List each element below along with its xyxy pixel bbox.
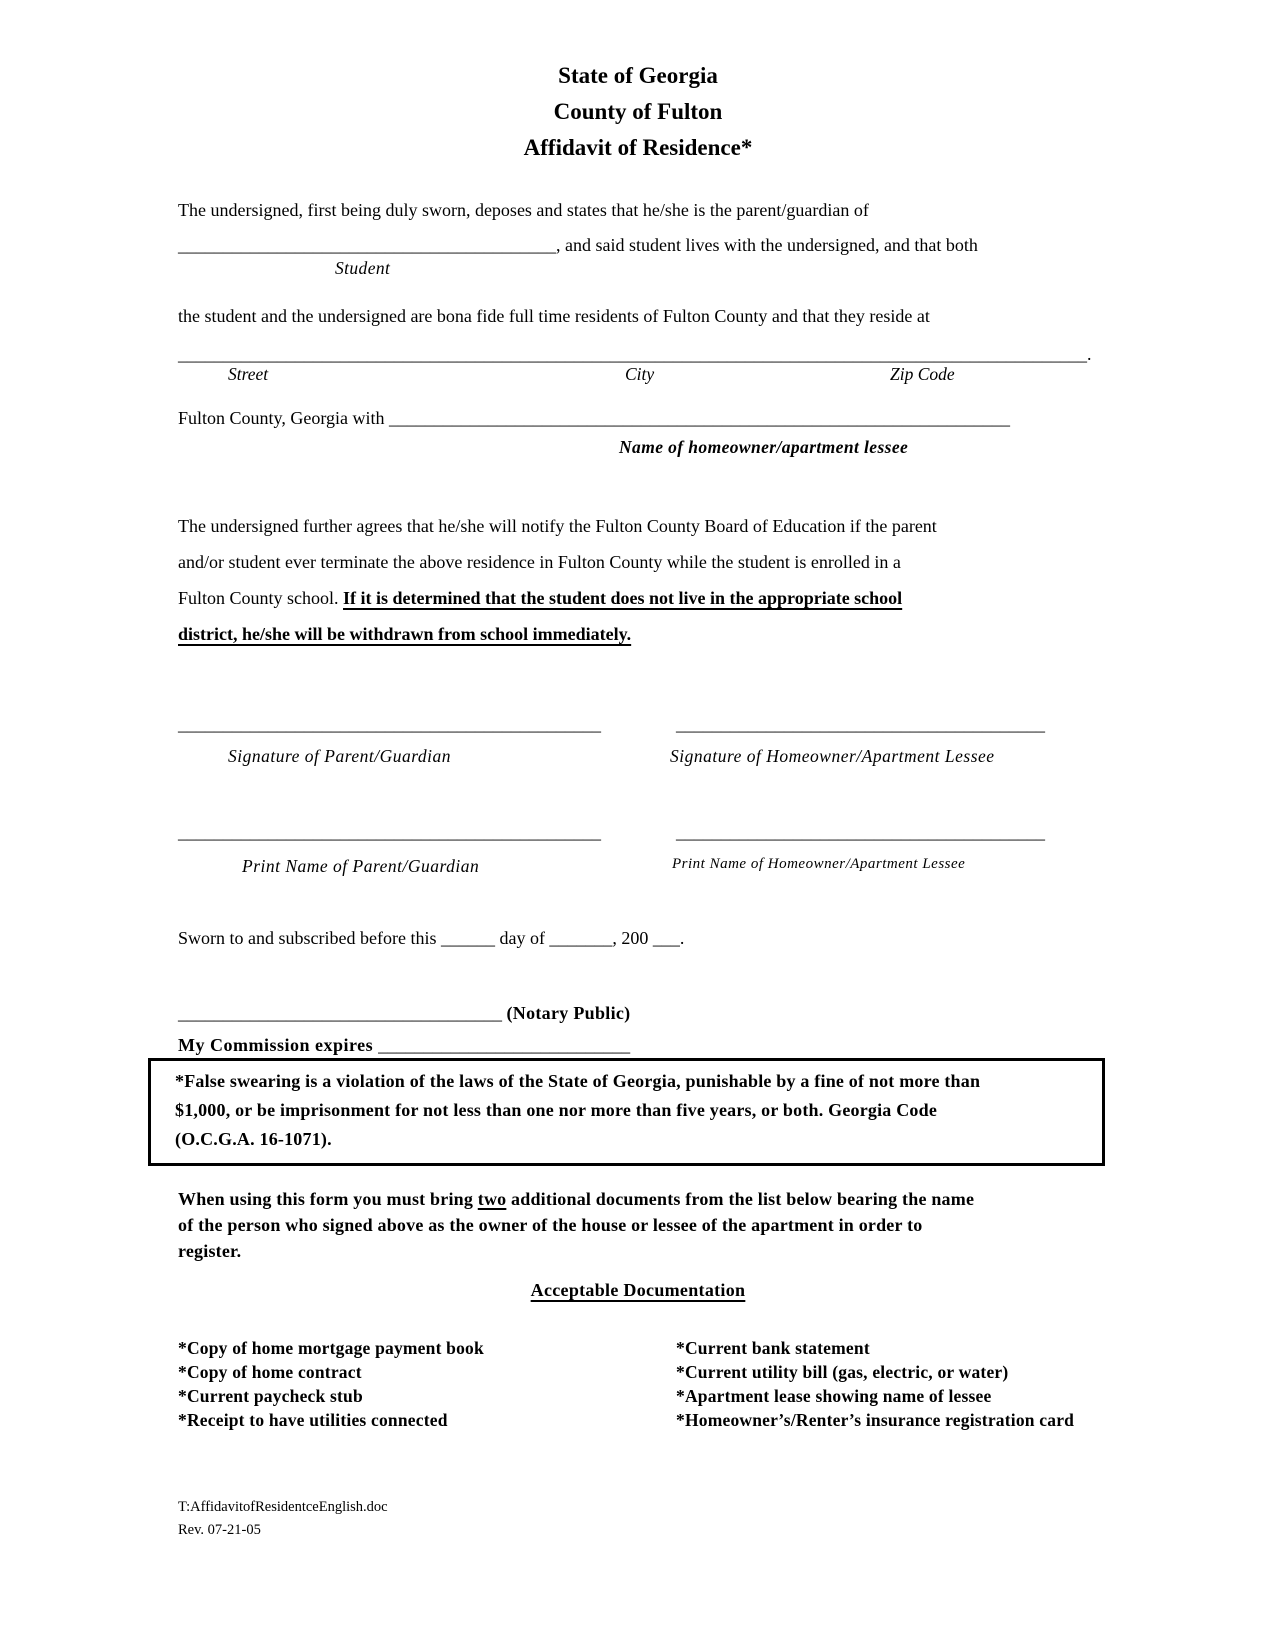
footer-filename: T:AffidavitofResidentceEnglish.doc (178, 1499, 388, 1515)
intro-paragraph-1: The undersigned, first being duly sworn, deposes and states that he/she is the parent/guardian of (178, 200, 869, 220)
print-name-blank-row (178, 822, 1098, 852)
two-underlined-word: two (477, 1189, 507, 1209)
agreement-line-3 (178, 580, 1098, 616)
agreement-warning-bold-underlined-2: district, he/she will be withdrawn from school immediately. (178, 624, 632, 644)
instructions-line-3: register. (178, 1241, 242, 1261)
fulton-county-with-line (178, 406, 1098, 430)
zip-code-label: Zip Code (890, 364, 955, 384)
title-line-county: County of Fulton (553, 99, 723, 124)
intro-paragraph-1-continued-text: , and said student lives with the undersigned, and that both (556, 235, 978, 255)
parent-signature-line: _______________________________________________ (178, 714, 601, 734)
warning-box-line-3: (O.C.G.A. 16-1071). (175, 1129, 332, 1149)
parent-print-name-line: _______________________________________________ (178, 822, 601, 842)
signature-blank-row (178, 714, 1098, 744)
agreement-line-2: and/or student ever terminate the above residence in Fulton County while the student is enrolled in a (178, 552, 901, 572)
homeowner-print-name-label: Print Name of Homeowner/Apartment Lessee (672, 856, 966, 872)
address-line (178, 342, 1098, 366)
instructions-line-1-pre: When using this form you must bring (178, 1189, 478, 1209)
agreement-paragraph (178, 508, 1098, 652)
doc-item-home-contract: *Copy of home contract (178, 1362, 362, 1382)
instructions-paragraph (178, 1186, 1098, 1264)
title-line-state: State of Georgia (558, 63, 718, 88)
instructions-line-1-post: additional documents from the list below bearing the name (506, 1189, 975, 1209)
notary-public-label: (Notary Public) (506, 1003, 631, 1023)
doc-item-mortgage-book: *Copy of home mortgage payment book (178, 1338, 484, 1358)
print-name-label-row (178, 856, 1098, 886)
address-blank-line: _____________________________________________________________________________________________________ (178, 344, 1087, 364)
documentation-list (178, 1336, 1098, 1432)
doc-item-bank-statement: *Current bank statement (676, 1338, 870, 1358)
document-title-block (178, 58, 1098, 166)
agreement-line-4 (178, 616, 1098, 652)
parent-print-name-label: Print Name of Parent/Guardian (242, 856, 480, 876)
instructions-line-2: of the person who signed above as the owner of the house or lessee of the apartment in order to (178, 1215, 923, 1235)
street-label: Street (228, 364, 269, 384)
homeowner-name-blank-line: _____________________________________________________________________ (389, 408, 1010, 428)
warning-box-line-2: $1,000, or be imprisonment for not less than one nor more than five years, or both. Georgia Code (175, 1100, 938, 1120)
fulton-county-with-text: Fulton County, Georgia with (178, 408, 389, 428)
intro-paragraph-2: the student and the undersigned are bona fide full time residents of Fulton County and that they reside at (178, 306, 930, 326)
parent-signature-label: Signature of Parent/Guardian (228, 746, 452, 766)
doc-item-utility-bill: *Current utility bill (gas, electric, or water) (676, 1362, 1009, 1382)
doc-item-paycheck-stub: *Current paycheck stub (178, 1386, 363, 1406)
instructions-line-1 (178, 1186, 1098, 1212)
false-swearing-warning-box (148, 1058, 1105, 1166)
document-content (175, 0, 1098, 1650)
homeowner-signature-label: Signature of Homeowner/Apartment Lessee (670, 746, 995, 766)
doc-item-apartment-lease: *Apartment lease showing name of lessee (676, 1386, 992, 1406)
document-footer (178, 1496, 1098, 1542)
city-label: City (625, 364, 655, 384)
agreement-line-3-normal: Fulton County school. (178, 588, 344, 608)
agreement-line-1: The undersigned further agrees that he/she will notify the Fulton County Board of Education if the parent (178, 516, 937, 536)
address-line-period: . (1087, 344, 1092, 364)
student-name-blank-line: __________________________________________ (178, 235, 556, 255)
signature-label-row (178, 746, 1098, 776)
notary-signature-row (178, 1001, 1098, 1025)
intro-paragraph-1-continuation (178, 233, 1098, 257)
documentation-right-column (676, 1336, 1074, 1432)
doc-item-insurance-card: *Homeowner’s/Renter’s insurance registration card (676, 1410, 1075, 1430)
commission-expires-row (178, 1033, 1098, 1057)
homeowner-print-name-line: _________________________________________ (676, 822, 1045, 842)
acceptable-documentation-heading: Acceptable Documentation (530, 1280, 746, 1300)
homeowner-lessee-label: Name of homeowner/apartment lessee (619, 437, 909, 457)
commission-expires-label: My Commission expires (178, 1035, 379, 1055)
homeowner-signature-line: _________________________________________ (676, 714, 1045, 734)
footer-revision-date: Rev. 07-21-05 (178, 1522, 261, 1538)
student-label: Student (335, 258, 391, 278)
warning-box-line-1: *False swearing is a violation of the laws of the State of Georgia, punishable by a fine of not more than (175, 1071, 981, 1091)
agreement-warning-bold-underlined: If it is determined that the student does not live in the appropriate school (343, 588, 903, 608)
sworn-statement-line: Sworn to and subscribed before this ______ day of _______, 200 ___. (178, 928, 685, 948)
doc-item-utilities-receipt: *Receipt to have utilities connected (178, 1410, 448, 1430)
commission-expires-line: ____________________________ (378, 1035, 631, 1055)
title-line-affidavit: Affidavit of Residence* (523, 135, 753, 160)
notary-signature-line: ____________________________________ (178, 1003, 502, 1023)
